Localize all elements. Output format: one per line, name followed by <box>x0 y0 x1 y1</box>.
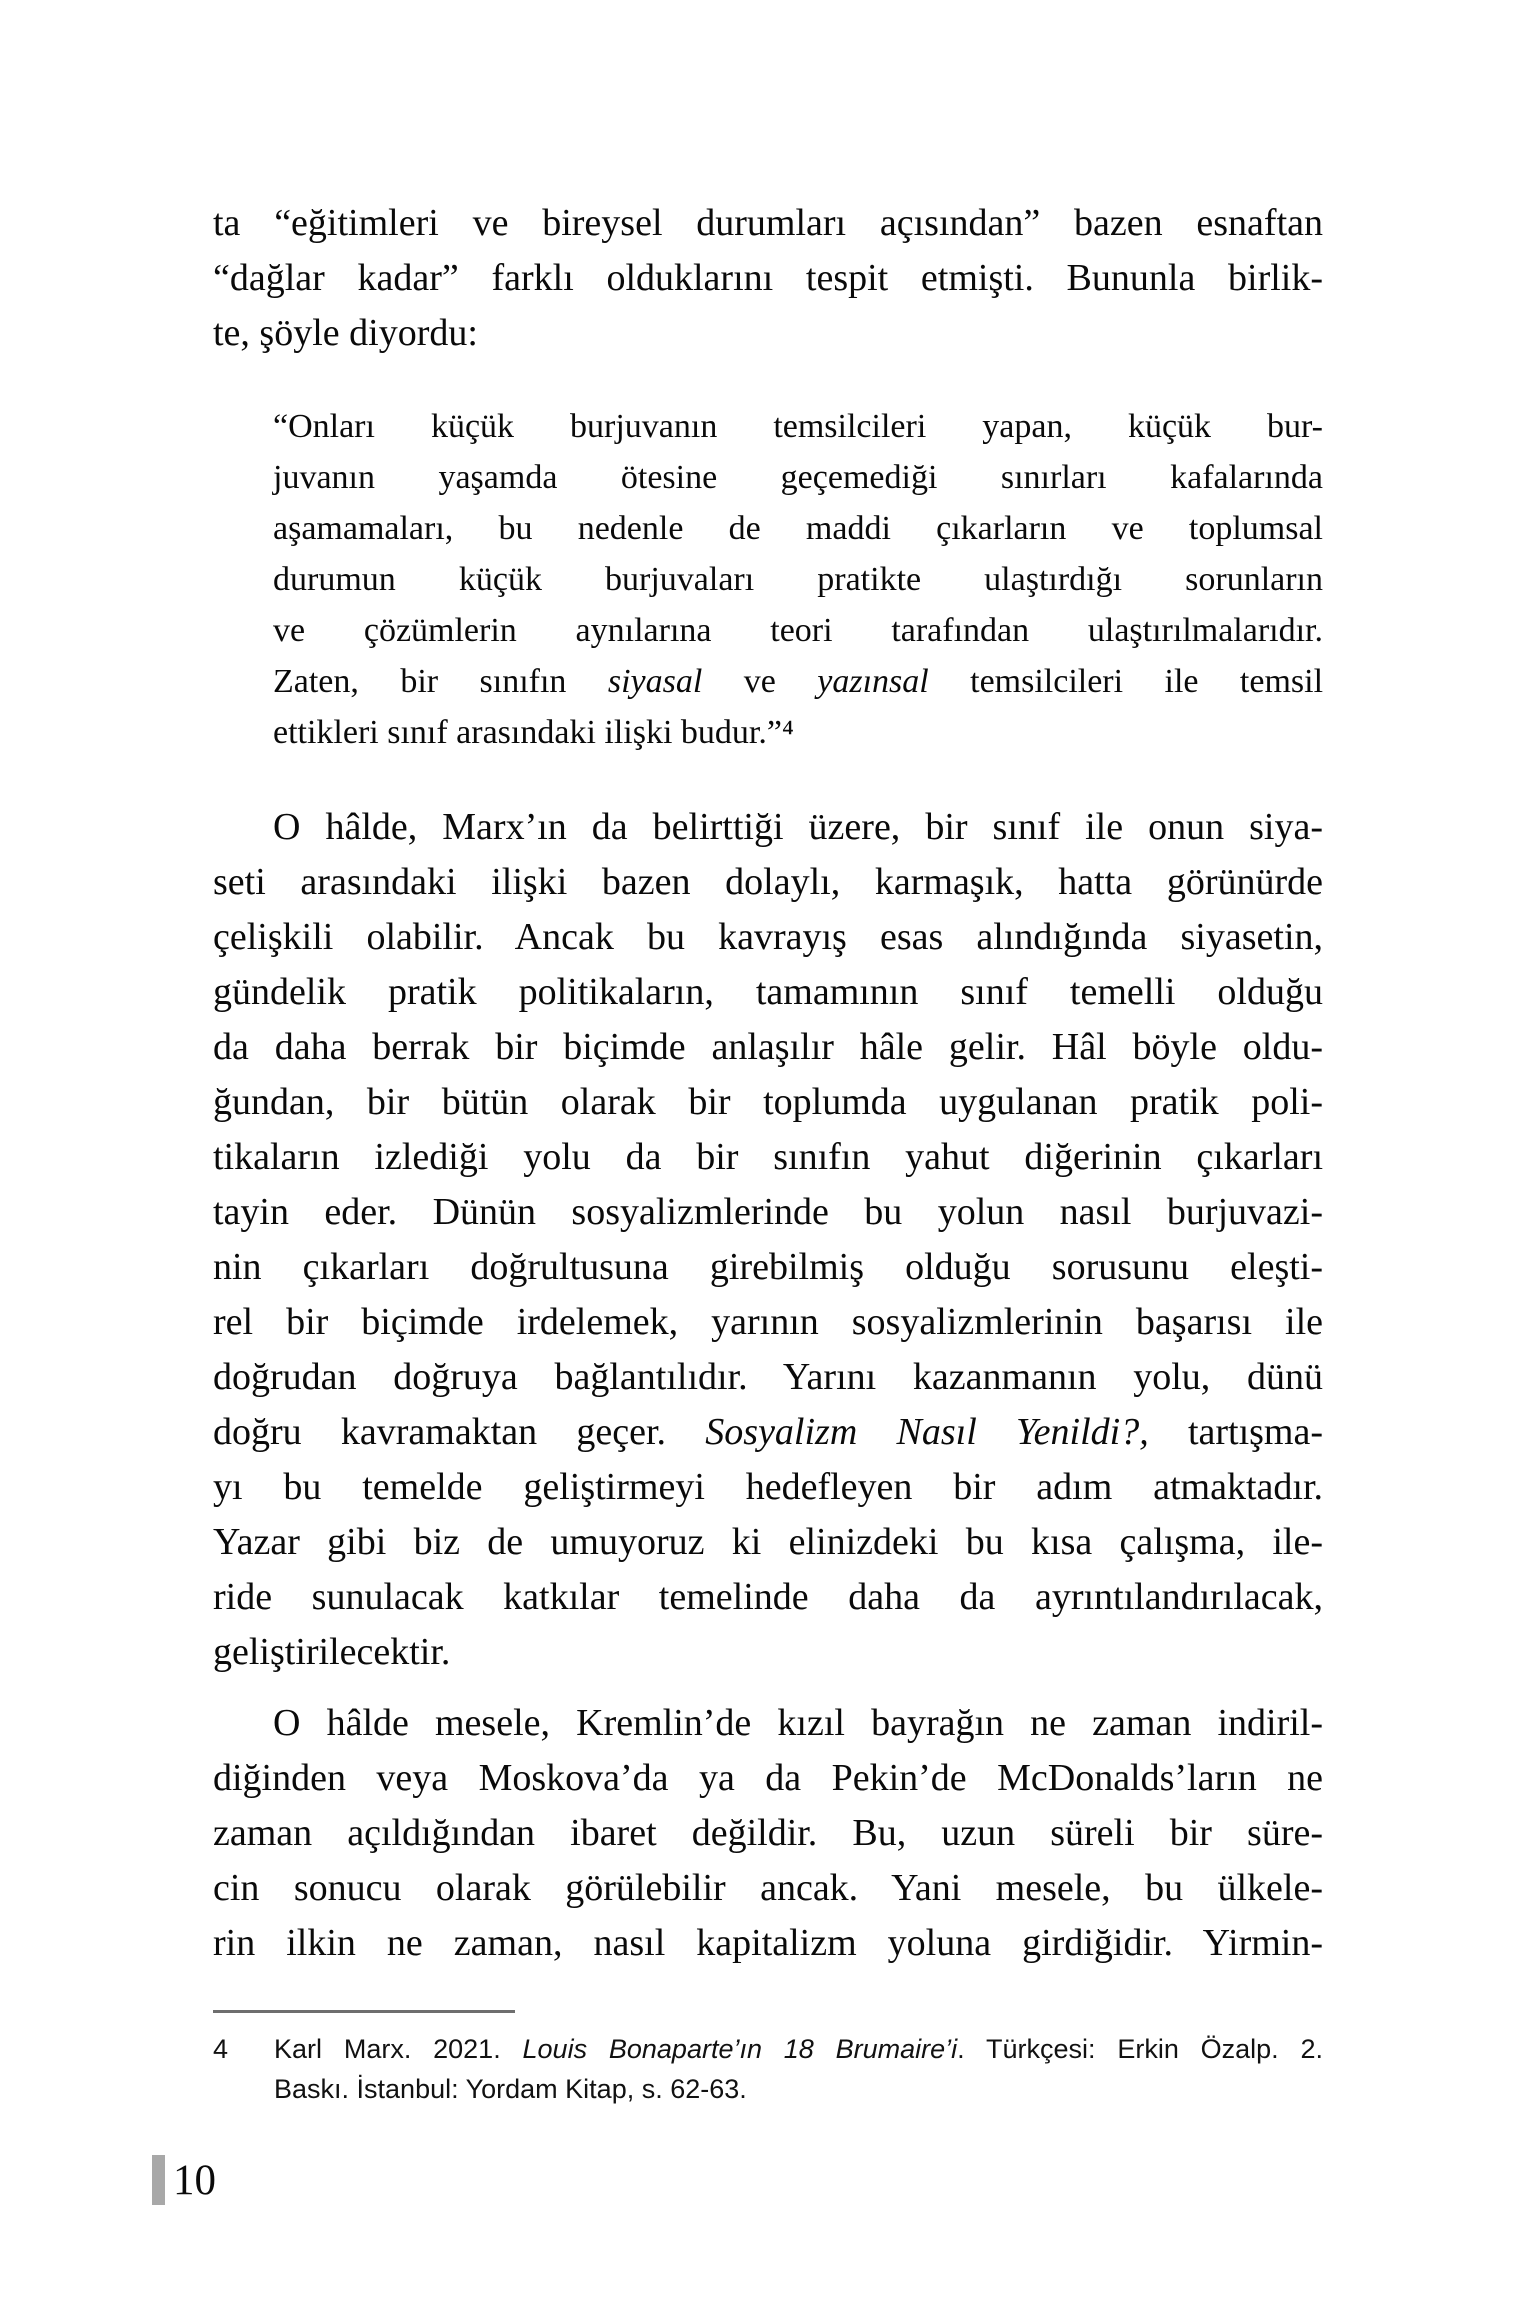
text-line: da daha berrak bir biçimde anlaşılır hâle gelir. Hâl böyle oldu- <box>213 1026 1323 1068</box>
text-block <box>213 196 1323 1971</box>
text-line: doğrudan doğruya bağlantılıdır. Yarını kazanmanın yolu, dünü <box>213 1356 1323 1398</box>
text-line: rel bir biçimde irdelemek, yarının sosyalizmlerinin başarısı ile <box>213 1301 1323 1343</box>
text-line: geliştirilecektir. <box>213 1631 451 1673</box>
text-line: seti arasındaki ilişki bazen dolaylı, karmaşık, hatta görünürde <box>213 861 1323 903</box>
text-line: Yazar gibi biz de umuyoruz ki elinizdeki bu kısa çalışma, ile- <box>213 1521 1323 1563</box>
text-line: yı bu temelde geliştirmeyi hedefleyen bir adım atmaktadır. <box>213 1466 1323 1508</box>
footnote-marker: 4 <box>213 2034 229 2064</box>
text-line: Zaten, bir sınıfın siyasal ve yazınsal temsilcileri ile temsil <box>273 663 1324 700</box>
footnote-text-line1: Karl Marx. 2021. Louis Bonaparte’ın 18 Brumaire’i. Türkçesi: Erkin Özalp. 2. <box>274 2034 1323 2064</box>
text-line: tikaların izlediği yolu da bir sınıfın yahut diğerinin çıkarları <box>213 1136 1323 1178</box>
footnote-entry <box>213 2029 1323 2069</box>
paragraph <box>213 196 1323 361</box>
text-line: O hâlde, Marx’ın da belirttiği üzere, bir sınıf ile onun siya- <box>273 806 1323 848</box>
page-number-bar <box>152 2155 165 2205</box>
text-line: cin sonucu olarak görülebilir ancak. Yani mesele, bu ülkele- <box>213 1867 1323 1909</box>
text-line: nin çıkarları doğrultusuna girebilmiş olduğu sorusunu eleşti- <box>213 1246 1323 1288</box>
text-line: juvanın yaşamda ötesine geçemediği sınırları kafalarında <box>273 459 1323 496</box>
text-line: ta “eğitimleri ve bireysel durumları açısından” bazen esnaftan <box>213 202 1323 244</box>
paragraph <box>213 800 1323 1680</box>
text-line: durumun küçük burjuvaları pratikte ulaştırdığı sorunların <box>273 561 1323 598</box>
text-line: ettikleri sınıf arasındaki ilişki budur.”⁴ <box>273 714 794 751</box>
block-quote <box>273 401 1323 758</box>
page-number-value: 10 <box>173 2156 216 2204</box>
text-line: te, şöyle diyordu: <box>213 312 478 354</box>
text-line: “dağlar kadar” farklı olduklarını tespit etmişti. Bununla birlik- <box>213 257 1323 299</box>
text-line: tayin eder. Dünün sosyalizmlerinde bu yolun nasıl burjuvazi- <box>213 1191 1323 1233</box>
text-line: rin ilkin ne zaman, nasıl kapitalizm yoluna girdiğidir. Yirmin- <box>213 1922 1323 1964</box>
text-line: gündelik pratik politikaların, tamamının sınıf temelli olduğu <box>213 971 1323 1013</box>
text-line: “Onları küçük burjuvanın temsilcileri yapan, küçük bur- <box>273 408 1323 445</box>
footnote-separator <box>213 2010 515 2013</box>
text-line: doğru kavramaktan geçer. Sosyalizm Nasıl Yenildi?, tartışma- <box>213 1411 1324 1453</box>
text-line: zaman açıldığından ibaret değildir. Bu, uzun süreli bir süre- <box>213 1812 1323 1854</box>
footnote <box>213 2010 1323 2109</box>
text-line: aşamamaları, bu nedenle de maddi çıkarların ve toplumsal <box>273 510 1323 547</box>
text-line: ve çözümlerin aynılarına teori tarafından ulaştırılmalarıdır. <box>273 612 1323 649</box>
text-line: O hâlde mesele, Kremlin’de kızıl bayrağın ne zaman indiril- <box>273 1702 1323 1744</box>
text-line: diğinden veya Moskova’da ya da Pekin’de McDonalds’ların ne <box>213 1757 1323 1799</box>
text-line: ride sunulacak katkılar temelinde daha da ayrıntılandırılacak, <box>213 1576 1323 1618</box>
text-line: çelişkili olabilir. Ancak bu kavrayış esas alındığında siyasetin, <box>213 916 1323 958</box>
text-line: ğundan, bir bütün olarak bir toplumda uygulanan pratik poli- <box>213 1081 1323 1123</box>
footnote-text-line2: Baskı. İstanbul: Yordam Kitap, s. 62-63. <box>274 2074 747 2104</box>
paragraph <box>213 1696 1323 1971</box>
page-number <box>152 2155 216 2205</box>
